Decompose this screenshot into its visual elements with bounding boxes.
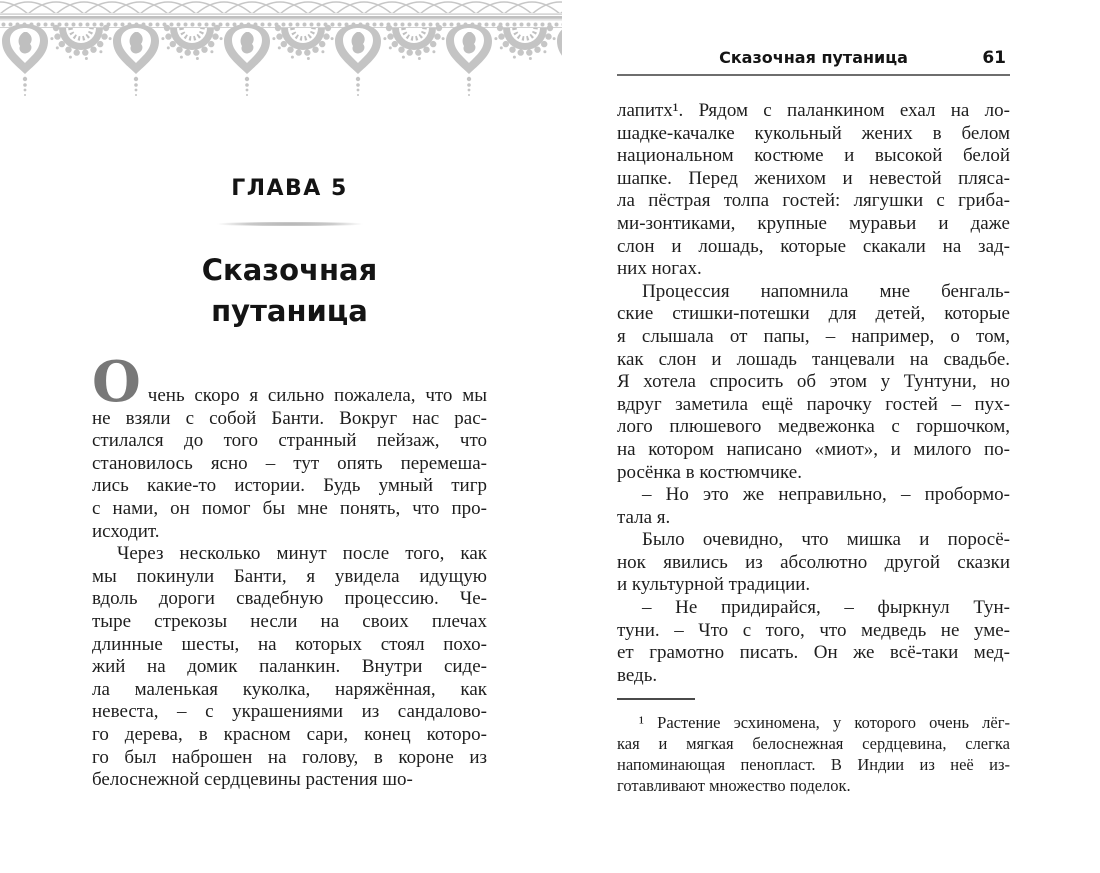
page-right xyxy=(617,47,1010,796)
chapter-title-line-1: Сказочная xyxy=(201,253,378,287)
right-page-body xyxy=(617,100,1010,687)
text-line: шадке-качалке кукольный жених в белом xyxy=(617,122,1010,144)
text-line: лапитх¹. Рядом с паланкином ехал на ло- xyxy=(617,100,1010,121)
page-left xyxy=(92,0,487,792)
text-line: кая и мягкая белоснежная сердцевина, слегка xyxy=(617,734,1010,754)
text-line: стилался до того странный пейзаж, что xyxy=(92,430,487,452)
text-line: – Не придирайся, – фыркнул Тун- xyxy=(642,597,1010,619)
text-line: становилось ясно – тут опять перемеша- xyxy=(92,452,487,474)
text-line: напоминающая пенопласт. В Индии из неё из- xyxy=(617,755,1010,775)
text-line: невеста, – с украшениями из сандалово- xyxy=(92,701,487,723)
chapter-title-line-2: путаница xyxy=(211,294,368,328)
paragraph xyxy=(92,543,487,792)
text-line: лись какие-то истории. Будь умный тигр xyxy=(92,475,487,497)
text-line: не взяли с собой Банти. Вокруг нас рас- xyxy=(92,407,487,429)
text-line: ет грамотно писать. Он же всё-таки мед- xyxy=(617,642,1010,664)
text-line: исходит. xyxy=(92,520,160,542)
drop-cap: О xyxy=(92,349,141,415)
text-line: Очень скоро я сильно пожалела, что мы xyxy=(92,349,487,415)
page-number: 61 xyxy=(982,48,1006,68)
text-line: вдоль дороги свадебную процессию. Че- xyxy=(92,588,487,610)
text-line: на котором написано «миот», и милого по- xyxy=(617,438,1010,460)
text-line: длинные шесты, на которых стоял похо- xyxy=(92,633,487,655)
footnote-divider xyxy=(617,698,695,700)
text-line: готавливают множество поделок. xyxy=(617,776,851,796)
text-line: Я хотела спросить об этом у Тунтуни, но xyxy=(617,371,1010,393)
text-line: ла маленькая куколка, наряжённая, как xyxy=(92,678,487,700)
footnote xyxy=(617,698,1010,796)
footnote-text xyxy=(617,712,1010,796)
text-line: ведь. xyxy=(617,664,658,686)
paragraph xyxy=(617,281,1010,484)
running-header-title: Сказочная путаница xyxy=(719,48,908,67)
paragraph xyxy=(617,100,1010,281)
text-line: Было очевидно, что мишка и поросё- xyxy=(642,529,1010,551)
text-line: нок явились из абсолютно другой сказки xyxy=(617,551,1010,573)
text-line: тала я. xyxy=(617,506,671,528)
chapter-title xyxy=(92,250,487,332)
text-line: тыре стрекозы несли на своих плечах xyxy=(92,610,487,632)
text-line: ми-зонтиками, крупные муравьи и даже xyxy=(617,212,1010,234)
text-line: Через несколько минут после того, как xyxy=(117,543,487,565)
text-line: них ногах. xyxy=(617,258,702,280)
text-line: ские стишки-потешки для детей, которые xyxy=(617,303,1010,325)
paragraph xyxy=(617,712,1010,796)
paragraph xyxy=(617,529,1010,597)
running-header xyxy=(617,47,1010,76)
text-line: го был наброшен на голову, в короне из xyxy=(92,746,487,768)
text-line: ¹ Растение эсхиномена, у которого очень лёг- xyxy=(639,713,1010,733)
text-line: Процессия напомнила мне бенгаль- xyxy=(642,280,1010,302)
left-page-body xyxy=(92,349,487,792)
text-line: лого плюшевого медвежонка с горшочком, xyxy=(617,416,1010,438)
paragraph xyxy=(617,484,1010,529)
text-line: вдруг заметила ещё парочку гостей – пух- xyxy=(617,393,1010,415)
text-line: туни. – Что с того, что медведь не уме- xyxy=(617,619,1010,641)
text-line: жий на домик паланкин. Внутри сиде- xyxy=(92,656,487,678)
text-line: белоснежной сердцевины растения шо- xyxy=(92,769,413,791)
paragraph xyxy=(92,349,487,543)
text-line: ла пёстрая толпа гостей: лягушки с гриба- xyxy=(617,190,1010,212)
chapter-divider xyxy=(197,222,383,226)
text-line: – Но это же неправильно, – пробормо- xyxy=(642,484,1010,506)
text-line: мы покинули Банти, я увидела идущую xyxy=(92,565,487,587)
text-line: и культурной традиции. xyxy=(617,574,811,596)
text-line: росёнка в костюмчике. xyxy=(617,461,802,483)
paragraph xyxy=(617,597,1010,687)
text-line: шапке. Перед женихом и невестой пляса- xyxy=(617,167,1010,189)
text-line: как слон и лошадь танцевали на свадьбе. xyxy=(617,348,1010,370)
text-line: с нами, он помог бы мне понять, что про- xyxy=(92,497,487,519)
text-line: я слышала от папы, – например, о том, xyxy=(617,325,1010,347)
text-line: национальном костюме и высокой белой xyxy=(617,145,1010,167)
text-line: слон и лошадь, которые скакали на зад- xyxy=(617,235,1010,257)
text-line: го дерева, в красном сари, конец которо- xyxy=(92,723,487,745)
chapter-label: ГЛАВА 5 xyxy=(231,176,348,201)
